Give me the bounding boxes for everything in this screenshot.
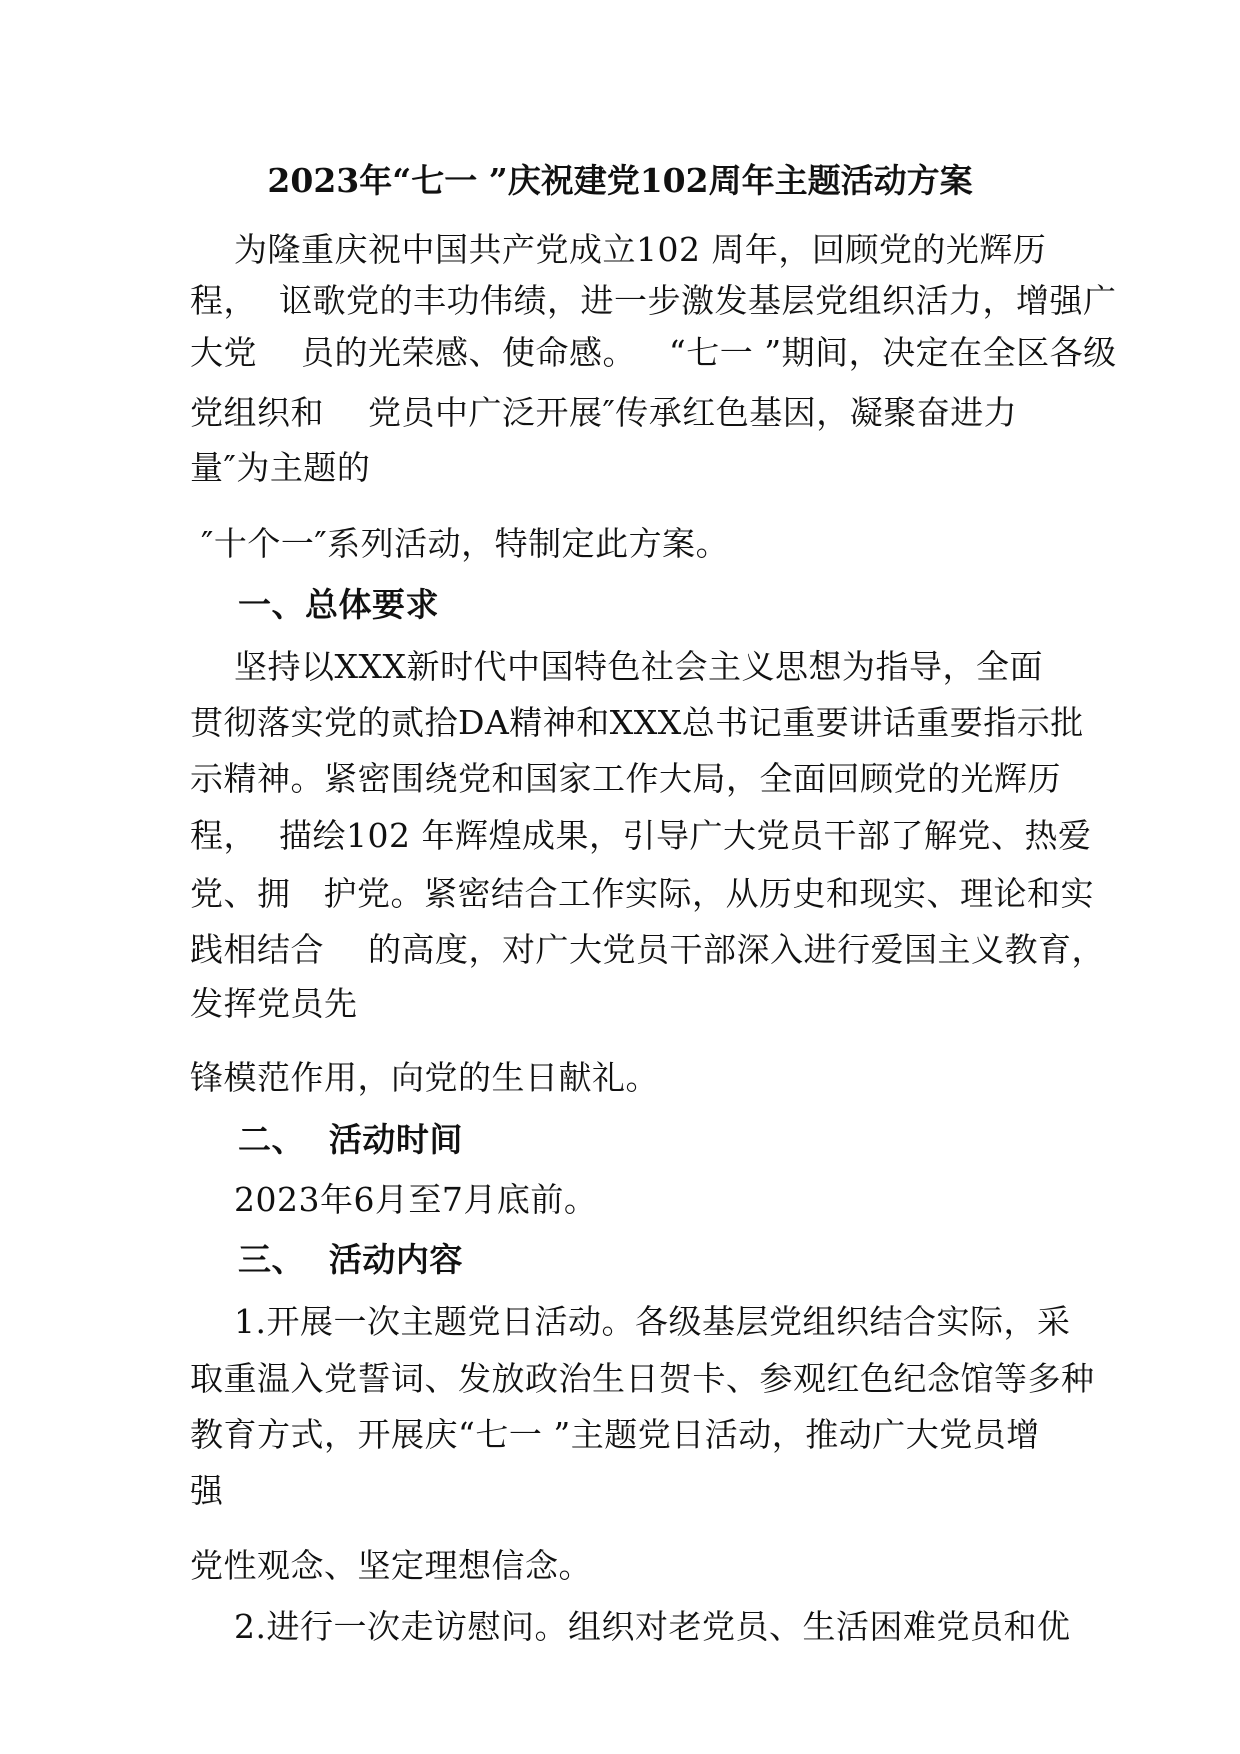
section-3-heading: 三、 活动内容 xyxy=(190,1240,463,1279)
section-3-line-1: 1.开展一次主题党日活动。各级基层党组织结合实际，采 xyxy=(190,1302,1071,1341)
section-3-line-6: 2.进行一次走访慰问。组织对老党员、生活困难党员和优 xyxy=(190,1607,1071,1646)
intro-line-5: 量″为主题的 xyxy=(190,448,371,487)
section-2-line-1: 2023年6月至7月底前。 xyxy=(190,1180,598,1219)
section-1-line-6: 践相结合 的高度，对广大党员干部深入进行爱国主义教育， xyxy=(190,930,1105,969)
section-1-line-2: 贯彻落实党的贰拾DA精神和XXX总书记重要讲话重要指示批 xyxy=(190,703,1084,742)
section-1-line-4: 程， 描绘102 年辉煌成果，引导广大党员干部了解党、热爱 xyxy=(190,816,1092,855)
intro-line-1: 为隆重庆祝中国共产党成立102 周年，回顾党的光辉历 xyxy=(190,230,1047,269)
section-1-line-1: 坚持以XXX新时代中国特色社会主义思想为指导，全面 xyxy=(190,647,1043,686)
section-1-line-8: 锋模范作用，向党的生日献礼。 xyxy=(190,1058,659,1097)
section-1-line-7: 发挥党员先 xyxy=(190,984,358,1023)
section-1-line-3: 示精神。紧密围绕党和国家工作大局，全面回顾党的光辉历 xyxy=(190,759,1061,798)
section-1-line-5: 党、拥 护党。紧密结合工作实际，从历史和现实、理论和实 xyxy=(190,874,1094,913)
intro-line-3: 大党 员的光荣感、使命感。 “七一 ”期间，决定在全区各级 xyxy=(190,333,1117,372)
section-3-line-3: 教育方式，开展庆“七一 ”主题党日活动，推动广大党员增 xyxy=(190,1415,1040,1454)
section-1-heading: 一、总体要求 xyxy=(190,585,439,624)
section-3-line-4: 强 xyxy=(190,1471,224,1510)
intro-line-6: ″十个一″系列活动，特制定此方案。 xyxy=(190,524,730,563)
intro-line-2: 程， 讴歌党的丰功伟绩，进一步激发基层党组织活力，增强广 xyxy=(190,281,1117,320)
section-3-line-2: 取重温入党誓词、发放政治生日贺卡、参观红色纪念馆等多种 xyxy=(190,1359,1095,1398)
intro-line-4: 党组织和 党员中广泛开展″传承红色基因，凝聚奋进力 xyxy=(190,393,1018,432)
document-title: 2023年“七一 ”庆祝建党102周年主题活动方案 xyxy=(267,161,973,200)
section-2-heading: 二、 活动时间 xyxy=(190,1120,463,1159)
section-3-line-5: 党性观念、坚定理想信念。 xyxy=(190,1546,592,1585)
